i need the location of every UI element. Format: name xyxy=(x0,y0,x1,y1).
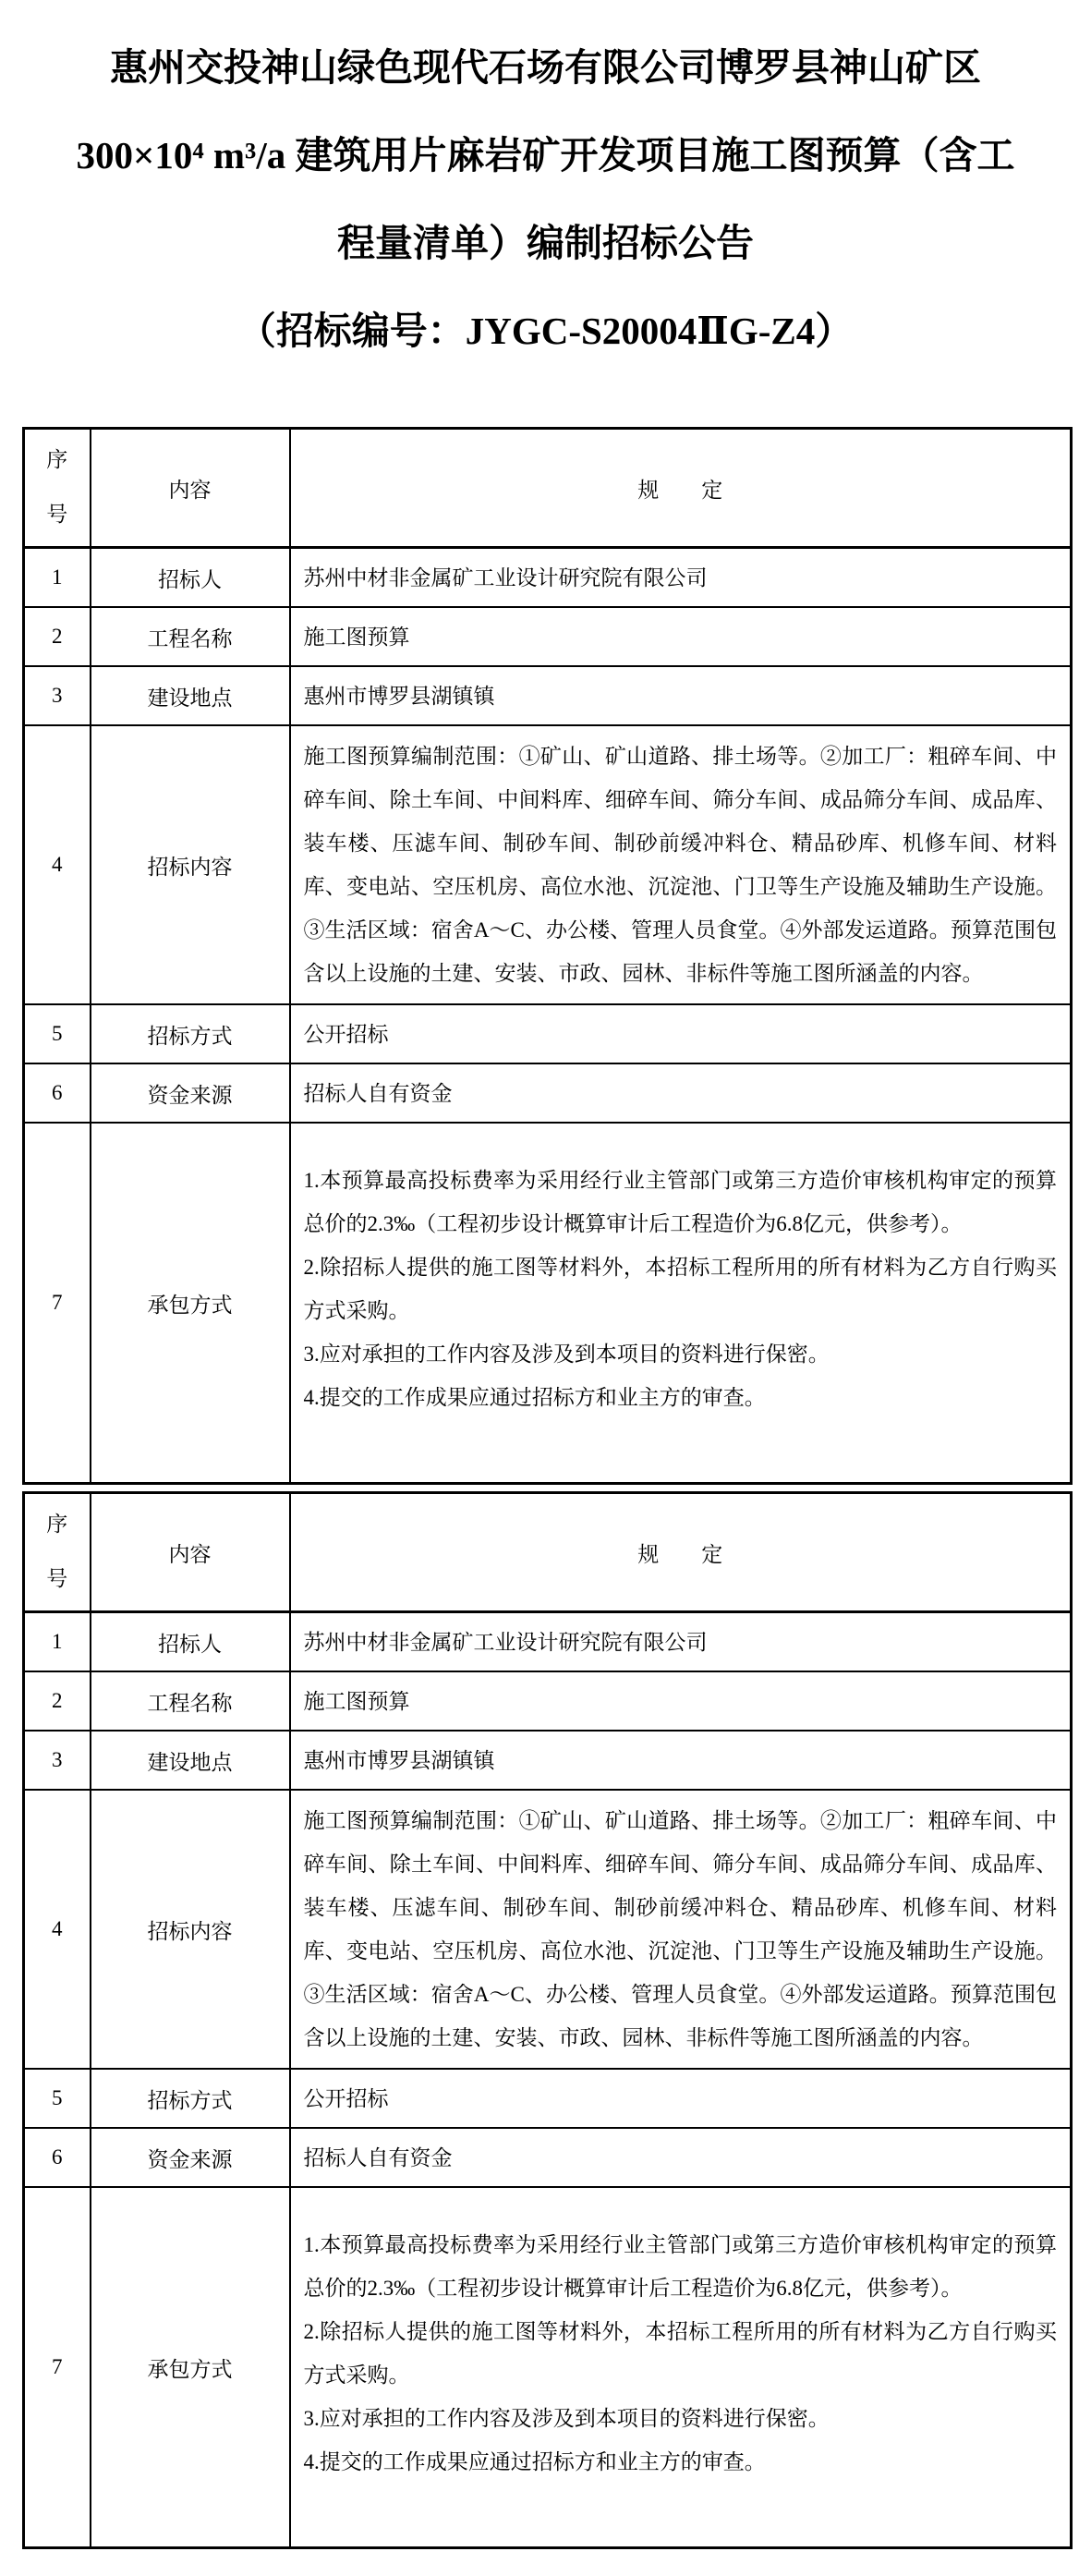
cell-paragraph: 公开招标 xyxy=(303,1022,389,1046)
document-title-line-1: 惠州交投神山绿色现代石场有限公司博罗县神山矿区 xyxy=(110,46,981,89)
row-number-cell: 7 xyxy=(24,2187,91,2548)
row-regulation-cell xyxy=(290,1612,1072,1672)
cell-paragraph: 施工图预算编制范围：①矿山、矿山道路、排土场等。②加工厂：粗碎车间、中碎车间、除土车间、中间料库、细碎车间、筛分车间、成品筛分车间、成品库、装车楼、压滤车间、制砂车间、制砂前缓冲料仓、精品砂库、机修车间、材料库、变电站、空压机房、高位水池、沉淀池、门卫等生产设施及辅助生产设施。③生活区域：宿舍A～C、办公楼、管理人员食堂。④外部发运道路。预算范围包含以上设施的土建、安装、市政、园林、非标件等施工图所涵盖的内容。 xyxy=(303,745,1057,985)
cell-paragraph: 2.除招标人提供的施工图等材料外，本招标工程所用的所有材料为乙方自行购买方式采购。 xyxy=(303,2320,1057,2387)
row-regulation-cell xyxy=(290,2069,1072,2128)
table-header-row xyxy=(24,429,1072,548)
announcement-table-2 xyxy=(22,1491,1073,2549)
table-row xyxy=(24,2069,1072,2128)
cell-paragraph: 苏州中材非金属矿工业设计研究院有限公司 xyxy=(303,565,708,589)
table-row xyxy=(24,2187,1072,2548)
row-label-cell: 资金来源 xyxy=(91,2128,290,2187)
header-cell-content: 内容 xyxy=(91,1493,290,1612)
cell-paragraph: 公开招标 xyxy=(303,2086,389,2110)
cell-paragraph: 3.应对承担的工作内容及涉及到本项目的资料进行保密。 xyxy=(303,2407,830,2430)
row-number-cell: 4 xyxy=(24,1790,91,2069)
row-label-cell: 招标人 xyxy=(91,1612,290,1672)
row-number-cell: 6 xyxy=(24,2128,91,2187)
cell-paragraph: 施工图预算 xyxy=(303,625,410,649)
row-number-cell: 7 xyxy=(24,1123,91,1484)
table-row xyxy=(24,725,1072,1004)
row-number-cell: 5 xyxy=(24,2069,91,2128)
row-label-cell: 承包方式 xyxy=(91,1123,290,1484)
row-number-cell: 3 xyxy=(24,666,91,725)
row-number-cell: 2 xyxy=(24,1671,91,1731)
table-header-row xyxy=(24,1493,1072,1612)
row-label-cell: 建设地点 xyxy=(91,666,290,725)
document-title-line-2: 300×10⁴ m³/a 建筑用片麻岩矿开发项目施工图预算（含工 xyxy=(76,134,1015,176)
row-number-cell: 2 xyxy=(24,607,91,666)
row-regulation-cell xyxy=(290,1123,1072,1484)
row-label-cell: 工程名称 xyxy=(91,1671,290,1731)
row-label-cell: 建设地点 xyxy=(91,1731,290,1790)
cell-paragraph: 3.应对承担的工作内容及涉及到本项目的资料进行保密。 xyxy=(303,1343,830,1366)
row-label-cell: 承包方式 xyxy=(91,2187,290,2548)
cell-paragraph: 惠州市博罗县湖镇镇 xyxy=(303,684,495,708)
header-cell-regulation: 规 定 xyxy=(290,1493,1072,1612)
row-regulation-cell xyxy=(290,1790,1072,2069)
row-regulation-cell xyxy=(290,725,1072,1004)
cell-paragraph: 招标人自有资金 xyxy=(303,2145,453,2169)
row-label-cell: 招标内容 xyxy=(91,1790,290,2069)
row-number-cell: 1 xyxy=(24,548,91,608)
header-no-label: 序号 xyxy=(46,448,68,526)
cell-paragraph: 1.本预算最高投标费率为采用经行业主管部门或第三方造价审核机构审定的预算总价的2.3‰（工程初步设计概算审计后工程造价为6.8亿元，供参考）。 xyxy=(303,1169,1057,1235)
table-row xyxy=(24,2128,1072,2187)
cell-paragraph: 1.本预算最高投标费率为采用经行业主管部门或第三方造价审核机构审定的预算总价的2.3‰（工程初步设计概算审计后工程造价为6.8亿元，供参考）。 xyxy=(303,2233,1057,2300)
cell-paragraph: 招标人自有资金 xyxy=(303,1081,453,1105)
row-regulation-cell xyxy=(290,1063,1072,1123)
row-number-cell: 6 xyxy=(24,1063,91,1123)
row-regulation-cell xyxy=(290,1671,1072,1731)
cell-paragraph: 2.除招标人提供的施工图等材料外，本招标工程所用的所有材料为乙方自行购买方式采购。 xyxy=(303,1256,1057,1322)
cell-paragraph: 惠州市博罗县湖镇镇 xyxy=(303,1748,495,1772)
table-row xyxy=(24,1123,1072,1484)
cell-paragraph: 4.提交的工作成果应通过招标方和业主方的审查。 xyxy=(303,2450,766,2473)
document-title xyxy=(22,24,1069,375)
row-label-cell: 招标方式 xyxy=(91,1004,290,1063)
table-row xyxy=(24,1612,1072,1672)
table-row xyxy=(24,1063,1072,1123)
tender-number: （招标编号：JYGC-S20004ⅡG-Z4） xyxy=(237,310,854,352)
row-regulation-cell xyxy=(290,1004,1072,1063)
row-number-cell: 1 xyxy=(24,1612,91,1672)
table-row xyxy=(24,548,1072,608)
row-number-cell: 4 xyxy=(24,725,91,1004)
row-label-cell: 招标内容 xyxy=(91,725,290,1004)
cell-paragraph: 苏州中材非金属矿工业设计研究院有限公司 xyxy=(303,1630,708,1654)
row-regulation-cell xyxy=(290,548,1072,608)
cell-paragraph: 施工图预算编制范围：①矿山、矿山道路、排土场等。②加工厂：粗碎车间、中碎车间、除土车间、中间料库、细碎车间、筛分车间、成品筛分车间、成品库、装车楼、压滤车间、制砂车间、制砂前缓冲料仓、精品砂库、机修车间、材料库、变电站、空压机房、高位水池、沉淀池、门卫等生产设施及辅助生产设施。③生活区域：宿舍A～C、办公楼、管理人员食堂。④外部发运道路。预算范围包含以上设施的土建、安装、市政、园林、非标件等施工图所涵盖的内容。 xyxy=(303,1809,1057,2049)
header-cell-no xyxy=(24,429,91,548)
header-cell-regulation: 规 定 xyxy=(290,429,1072,548)
row-label-cell: 招标方式 xyxy=(91,2069,290,2128)
row-number-cell: 3 xyxy=(24,1731,91,1790)
table-row xyxy=(24,607,1072,666)
row-regulation-cell xyxy=(290,2187,1072,2548)
table-row xyxy=(24,666,1072,725)
header-cell-content: 内容 xyxy=(91,429,290,548)
table-row xyxy=(24,1790,1072,2069)
header-no-label: 序号 xyxy=(46,1513,68,1590)
announcement-table-1 xyxy=(22,427,1073,1485)
row-label-cell: 招标人 xyxy=(91,548,290,608)
row-label-cell: 资金来源 xyxy=(91,1063,290,1123)
row-regulation-cell xyxy=(290,607,1072,666)
table-row xyxy=(24,1004,1072,1063)
row-label-cell: 工程名称 xyxy=(91,607,290,666)
document-title-line-3: 程量清单）编制招标公告 xyxy=(337,222,754,264)
row-regulation-cell xyxy=(290,1731,1072,1790)
cell-paragraph: 施工图预算 xyxy=(303,1689,410,1713)
cell-paragraph: 4.提交的工作成果应通过招标方和业主方的审查。 xyxy=(303,1386,766,1409)
header-cell-no xyxy=(24,1493,91,1612)
table-row xyxy=(24,1731,1072,1790)
row-regulation-cell xyxy=(290,2128,1072,2187)
row-regulation-cell xyxy=(290,666,1072,725)
row-number-cell: 5 xyxy=(24,1004,91,1063)
table-row xyxy=(24,1671,1072,1731)
